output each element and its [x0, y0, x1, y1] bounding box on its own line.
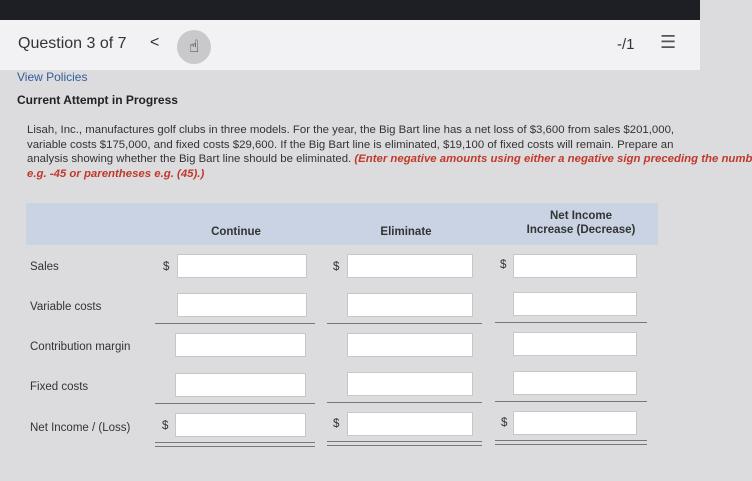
sales-net-income-input[interactable] [513, 254, 637, 278]
question-line-1: Lisah, Inc., manufactures golf clubs in three models. For the year, the Big Bart line has a net loss of $3,600 from sales $201,000, [27, 124, 675, 136]
subtotal-underline [155, 403, 315, 404]
entry-hint-example: e.g. -45 or parentheses e.g. (45).) [27, 167, 205, 180]
question-list-icon[interactable]: ☰ [660, 32, 677, 52]
question-title: Question 3 of 7 [18, 35, 127, 52]
fixed-costs-net-income-input[interactable] [513, 371, 637, 395]
net-income-header-line-2: Increase (Decrease) [526, 224, 636, 236]
row-label-net-income-loss: Net Income / (Loss) [30, 422, 131, 434]
question-line-3-text: analysis showing whether the Big Bart line should be eliminated. [27, 153, 355, 165]
row-label-sales: Sales [30, 261, 59, 273]
column-header-continue: Continue [211, 226, 261, 238]
subtotal-underline [327, 323, 482, 324]
sales-eliminate-input[interactable] [347, 254, 473, 278]
row-label-fixed-costs: Fixed costs [30, 381, 89, 393]
question-line-2: variable costs $175,000, and fixed costs $29,600. If the Big Bart line is eliminated, $19,100 of fixed costs will remain. Prepare an [27, 138, 674, 151]
net-income-eliminate-input[interactable] [347, 412, 473, 436]
view-policies-link[interactable]: View Policies [17, 70, 88, 84]
entry-hint: (Enter negative amounts using either a negative sign preceding the numb [354, 153, 752, 165]
column-header-eliminate: Eliminate [380, 226, 432, 238]
total-double-underline [155, 442, 315, 447]
total-double-underline [327, 441, 482, 446]
previous-question-button[interactable]: < [150, 34, 160, 51]
subtotal-underline [495, 322, 647, 323]
question-header-bar [0, 20, 700, 70]
row-label-contribution-margin: Contribution margin [30, 341, 131, 353]
total-double-underline [495, 440, 647, 445]
net-income-net-income-input[interactable] [513, 411, 637, 435]
sales-continue-input[interactable] [177, 254, 307, 278]
dollar-sign: $ [163, 261, 170, 273]
contribution-margin-eliminate-input[interactable] [347, 333, 473, 357]
net-income-continue-input[interactable] [175, 413, 306, 437]
attempt-status: Current Attempt in Progress [17, 93, 178, 107]
variable-costs-continue-input[interactable] [177, 293, 307, 317]
dollar-sign: $ [333, 261, 340, 273]
dollar-sign: $ [162, 420, 169, 432]
contribution-margin-net-income-input[interactable] [513, 332, 637, 356]
column-header-net-income [506, 210, 656, 236]
row-label-variable-costs: Variable costs [30, 301, 102, 313]
fixed-costs-continue-input[interactable] [175, 373, 306, 397]
variable-costs-net-income-input[interactable] [513, 292, 637, 316]
dollar-sign: $ [333, 418, 340, 430]
hand-cursor-icon[interactable]: ☝ [177, 30, 211, 64]
contribution-margin-continue-input[interactable] [175, 333, 306, 357]
question-line-4 [27, 167, 699, 182]
subtotal-underline [327, 402, 482, 403]
variable-costs-eliminate-input[interactable] [347, 293, 473, 317]
subtotal-underline [155, 323, 315, 324]
dollar-sign: $ [500, 259, 507, 271]
fixed-costs-eliminate-input[interactable] [347, 372, 473, 396]
score-display: -/1 [617, 36, 635, 53]
question-text [27, 123, 752, 181]
browser-top-bar [0, 0, 700, 20]
table-header [26, 203, 658, 245]
dollar-sign: $ [501, 417, 508, 429]
subtotal-underline [495, 401, 647, 402]
question-line-3 [27, 152, 752, 167]
net-income-header-line-1: Net Income [550, 210, 612, 222]
